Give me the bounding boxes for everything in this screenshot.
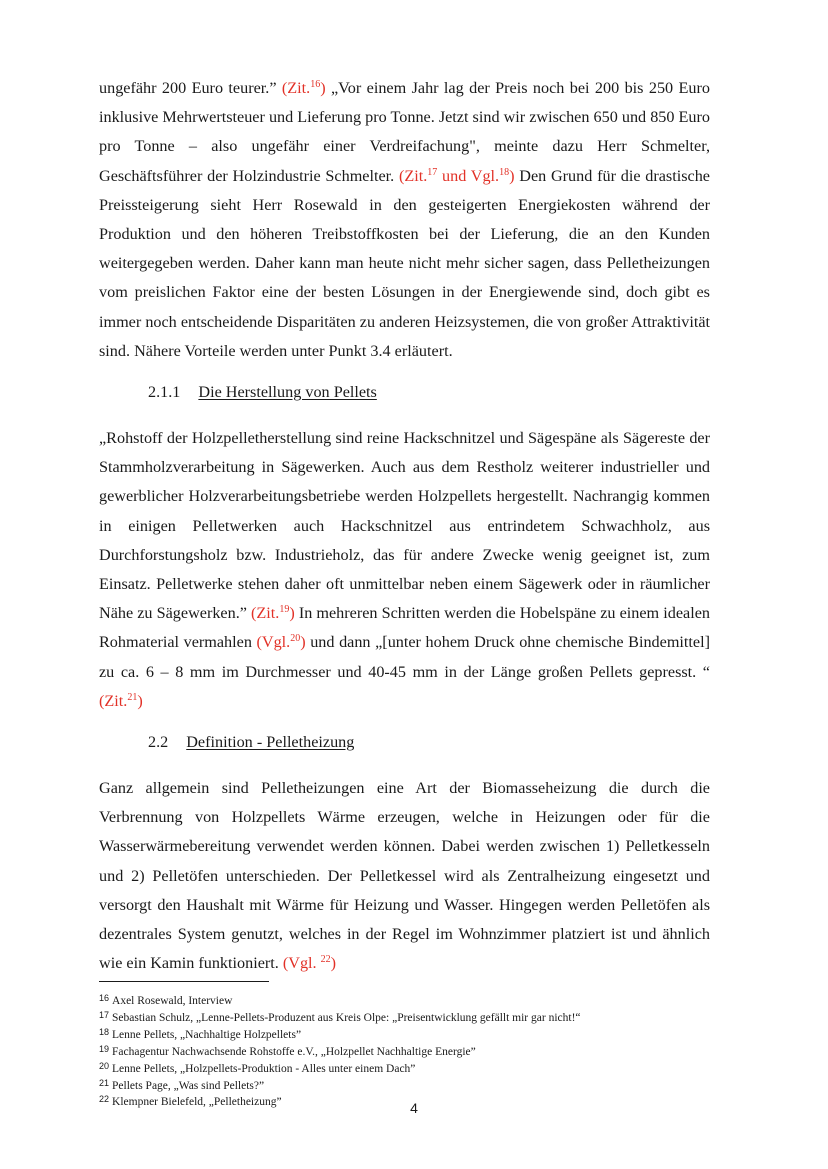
- paragraph-pellet-production: „Rohstoff der Holzpelletherstellung sind reine Hackschnitzel und Sägespäne als Sägereste der Stammholzverarbeitung in Sägewerken. Auch aus dem Restholz weiterer industrieller und gewerblicher Holzverarbeitungsbetriebe werden Holzpellets hergestellt. Nachrangig kommen in einigen Pelletwerken auch Hackschnitzel aus entrindetem Schwachholz, aus Durchforstungsholz bzw. Industrieholz, das für andere Zwecke wenig geeignet ist, zum Einsatz. Pelletwerke stehen daher oft unmittelbar neben einem Sägewerk oder in räumlicher Nähe zu Sägewerken.” (Zit.$^{19}$) In mehreren Schritten werden die Hobelspäne zu einem idealen Rohmaterial vermahlen (Vgl.$^{20}$) und dann „[unter hohem Druck ohne chemische Bindemittel] zu ca. 6 – 8 mm im Durchmesser und 40-45 mm in der Länge großen Pellets gepresst. “ (Zit.$^{21}$): [99, 429, 710, 710]
- paragraph-pellet-heating-definition: Ganz allgemein sind Pelletheizungen eine Art der Biomasseheizung die durch die Verbrennung von Holzpellets Wärme erzeugen, welche in Heizungen oder für die Wasserwärmebereitung verwendet werden können. Dabei werden zwischen 1) Pelletkesseln und 2) Pelletöfen unterschieden. Der Pelletkessel wird als Zentralheizung eingesetzt und versorgt den Haushalt mit Wärme für Heizung und Wasser. Hingegen werden Pelletöfen als dezentrales System genutzt, welches in der Regel im Wohnzimmer platziert ist und ähnlich wie ein Kamin funktioniert. (Vgl. $^{22}$): [99, 779, 710, 973]
- footnote: $^{22}$ Klempner Bielefeld, „Pelletheizung”: [99, 1094, 282, 1109]
- footnote: $^{18}$ Lenne Pellets, „Nachhaltige Holzpellets”: [99, 1026, 302, 1041]
- footnote: $^{17}$ Sebastian Schulz, „Lenne-Pellets-Produzent aus Kreis Olpe: „Preisentwicklung gefällt mir gar nicht!“: [99, 1009, 581, 1024]
- page-number: 4: [410, 1100, 418, 1116]
- citation-20: (Vgl.$^{20}$): [256, 633, 306, 652]
- footnote: $^{19}$ Fachagentur Nachwachsende Rohstoffe e.V., „Holzpellet Nachhaltige Energie”: [99, 1043, 476, 1058]
- section-heading-2-2: 2.2 Definition - Pelletheizung: [148, 733, 355, 751]
- citation-17-18: (Zit.$^{17}$ und Vgl.$^{18}$): [398, 166, 515, 185]
- footnote: $^{16}$ Axel Rosewald, Interview: [99, 993, 233, 1007]
- citation-22: (Vgl. $^{22}$): [282, 954, 337, 973]
- citation-16: (Zit.$^{16}$): [281, 79, 326, 97]
- citation-21: (Zit.$^{21}$): [99, 691, 143, 710]
- footnote: $^{21}$ Pellets Page, „Was sind Pellets?”: [99, 1077, 265, 1092]
- footnote: $^{20}$ Lenne Pellets, „Holzpellets-Produktion - Alles unter einem Dach”: [99, 1060, 416, 1075]
- paragraph-price-development: ungefähr 200 Euro teurer.” (Zit.$^{16}$) „Vor einem Jahr lag der Preis noch bei 200 bis 250 Euro inklusive Mehrwertsteuer und Lieferung pro Tonne. Jetzt sind wir zwischen 650 und 850 Euro pro Tonne – also ungefähr einer Verdreifachung", meinte dazu Herr Schmelter, Geschäftsführer der Holzindustrie Schmelter. (Zit.$^{17}$ und Vgl.$^{18}$) Den Grund für die drastische Preissteigerung sieht Herr Rosewald in den gesteigerten Energiekosten während der Produktion und den höheren Treibstoffkosten bei der Lieferung, die an den Kunden weitergegeben werden. Daher kann man heute nicht mehr sicher sagen, dass Pelletheizungen vom preislichen Faktor eine der besten Lösungen in der Energiewende sind, doch gibt es immer noch entscheidende Disparitäten zu anderen Heizsystemen, die von großer Attraktivität sind. Nähere Vorteile werden unter Punkt 3.4 erläutert.: [99, 79, 710, 360]
- footnotes-list: [99, 992, 739, 1110]
- section-heading-2-1-1: 2.1.1 Die Herstellung von Pellets: [148, 383, 377, 401]
- footnote-separator: [99, 981, 269, 982]
- citation-19: (Zit.$^{19}$): [251, 604, 295, 623]
